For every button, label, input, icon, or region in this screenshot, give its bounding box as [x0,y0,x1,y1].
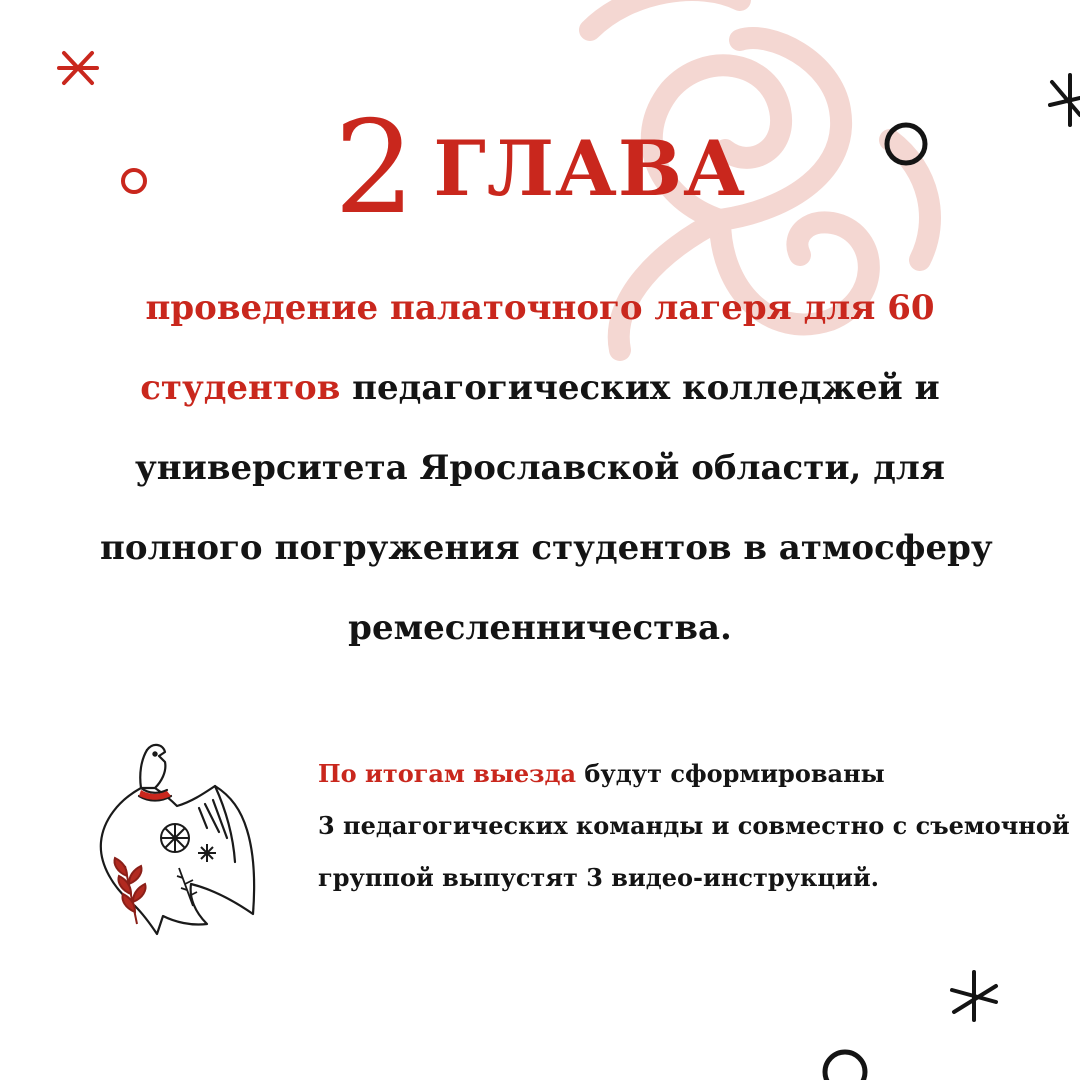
chapter-word: ГЛАВА [433,124,747,213]
circle-icon [815,1042,875,1080]
main-line-text: полного погружения студентов в атмосферу [100,528,993,568]
results-line [318,800,1070,852]
results-paragraph [318,748,1070,904]
results-line [318,748,1058,800]
main-line-highlight: студентов [140,368,341,408]
main-line [100,588,980,668]
results-line-highlight: По итогам выезда [318,759,577,788]
chapter-heading [0,94,1080,243]
results-line-text: будут сформированы [576,759,885,788]
main-line-text: университета Ярославской области, для [135,448,945,488]
chapter-number: 2 [333,94,416,243]
main-line-highlight: проведение палаточного лагеря для 60 [145,288,935,328]
main-line [100,348,980,428]
main-paragraph [100,268,993,668]
main-line [100,268,980,348]
main-line [100,428,980,508]
main-line [100,508,993,588]
main-line-text: педагогических колледжей и [340,368,940,408]
main-line-text: ремесленничества. [348,608,732,648]
results-line-text: группой выпустят 3 видео-инструкций. [318,863,880,892]
results-line [318,852,1058,904]
bird-icon [95,738,265,938]
asterisk-icon [55,48,101,88]
asterisk-icon [948,968,1000,1024]
results-line-text: 3 педагогических команды и совместно с съемочной [318,811,1070,840]
